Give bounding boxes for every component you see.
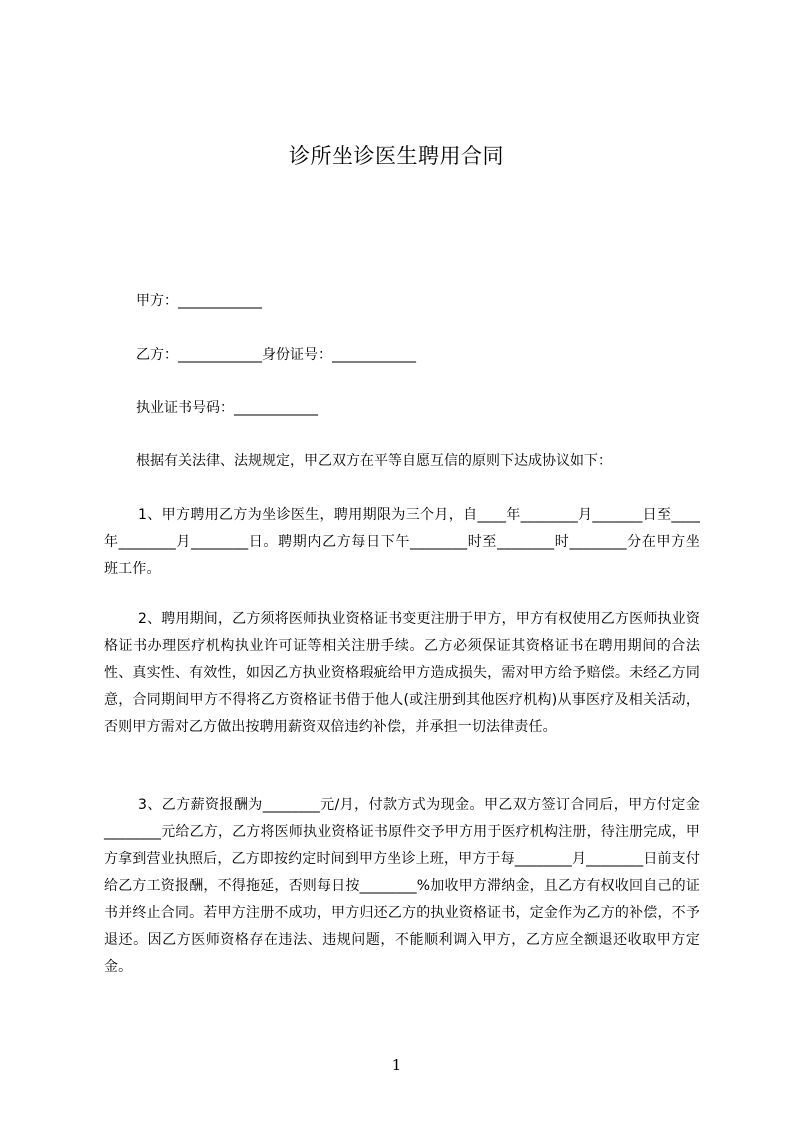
clause-2: 2、聘用期间，乙方须将医师执业资格证书变更注册于甲方，甲方有权使用乙方医师执业资格证书办理医疗机构执业许可证等相关注册手续。乙方必须保证其资格证书在聘用期间的合法性、真实性、有效性，如因乙方执业资格瑕疵给甲方造成损失，需对甲方给予赔偿。未经乙方同意，合同期间甲方不得将乙方资格证书借于他人(或注册到其他医疗机构)从事医疗及相关活动，否则甲方需对乙方做出按聘用薪资双倍违约补偿，并承担一切法律责任。 (104, 611, 700, 735)
party-a-field: 甲方：____________ (136, 293, 262, 309)
page-title: 诊所坐诊医生聘用合同 (289, 144, 504, 168)
page-number: 1 (391, 1056, 402, 1074)
party-b-field: 乙方：____________身份证号：____________ (136, 347, 416, 363)
clause-1: 1、甲方聘用乙方为坐诊医生，聘用期限为三个月，自____年________月_______日至____年________月________日。聘期内乙方每日下午________时至________时________分在甲方坐班工作。 (104, 507, 700, 577)
clause-3: 3、乙方薪资报酬为________元/月，付款方式为现金。甲乙双方签订合同后，甲方付定金________元给乙方，乙方将医师执业资格证书原件交予甲方用于医疗机构注册，待注册完成，甲方拿到营业执照后，乙方即按约定时间到甲方坐诊上班，甲方于每________月________日前支付给乙方工资报酬，不得拖延，否则每日按________%加收甲方滞纳金，且乙方有权收回自己的证书并终止合同。若甲方注册不成功，甲方归还乙方的执业资格证书，定金作为乙方的补偿，不予退还。因乙方医师资格存在违法、违规问题，不能顺利调入甲方，乙方应全额退还收取甲方定金。 (104, 797, 700, 975)
license-number-field: 执业证书号码：____________ (136, 400, 318, 416)
contract-intro: 根据有关法律、法规规定，甲乙双方在平等自愿互信的原则下达成协议如下： (136, 453, 612, 469)
